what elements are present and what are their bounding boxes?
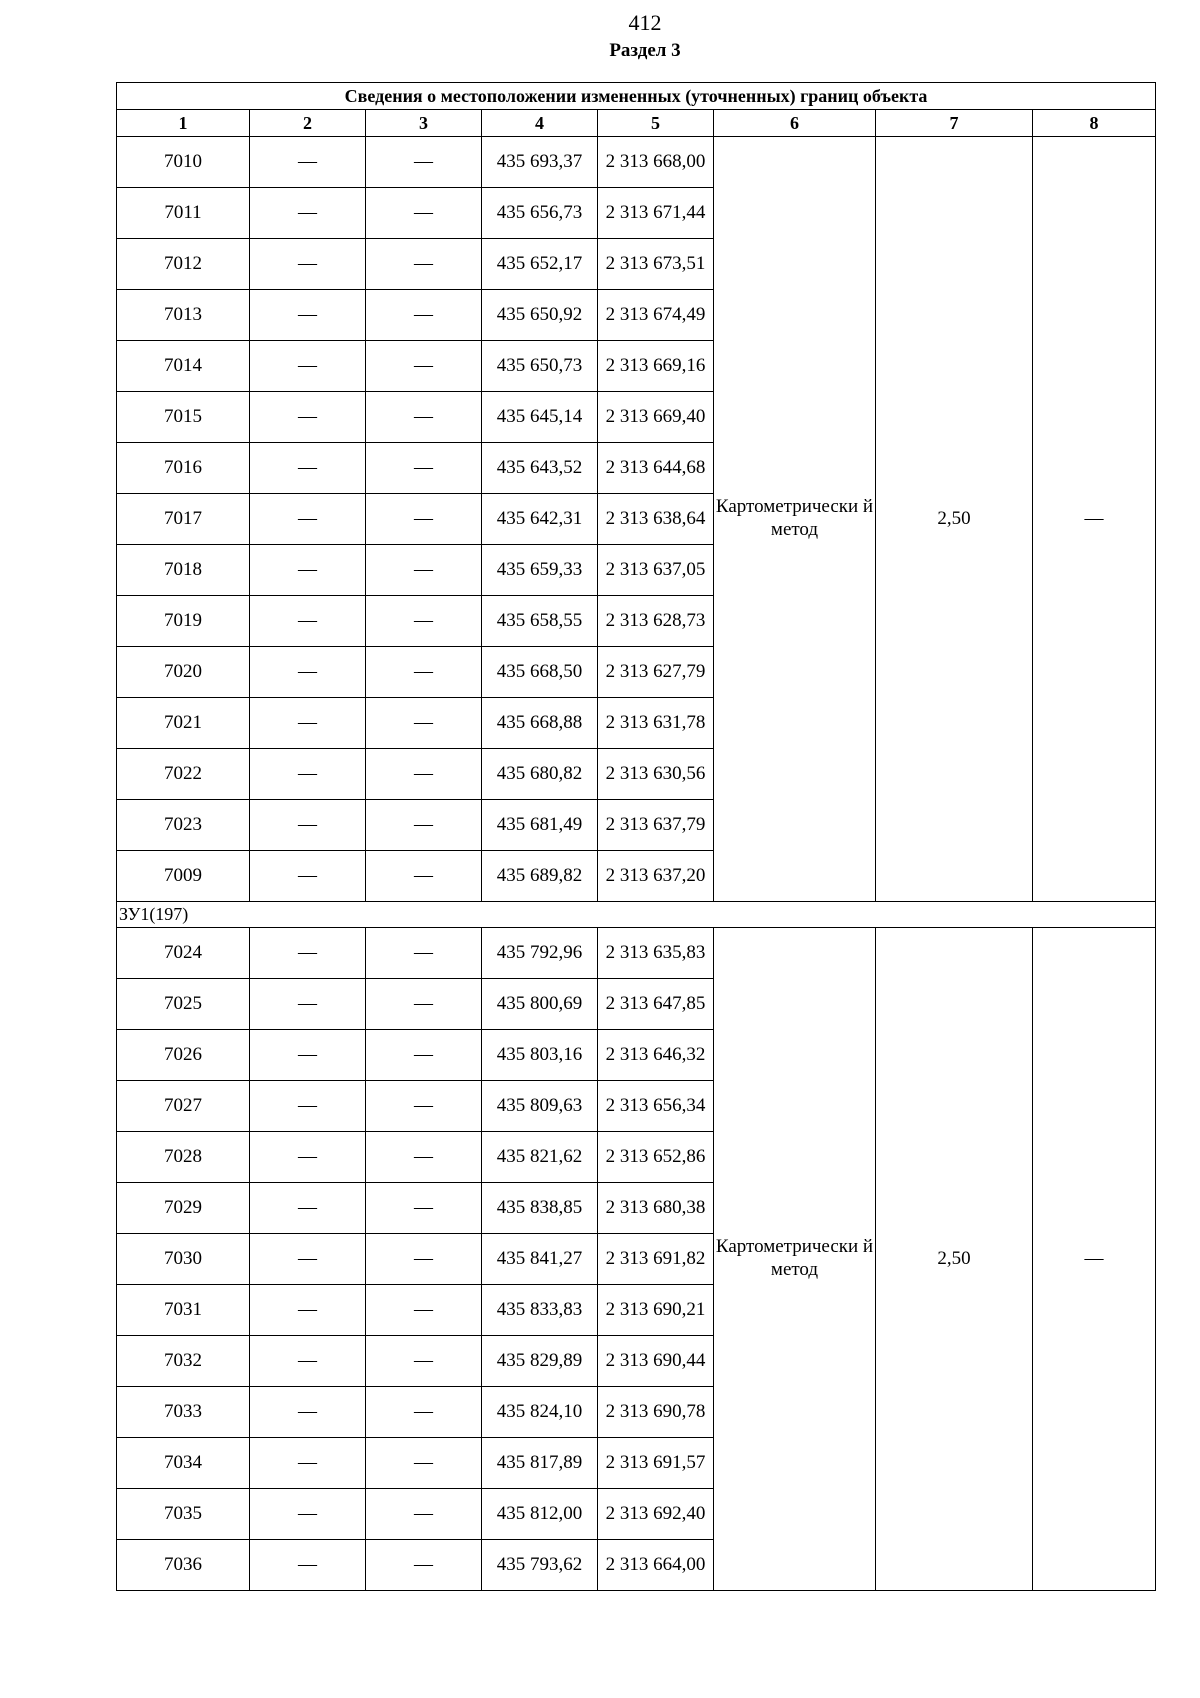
column-2-cell: — [250,392,366,443]
column-3-cell: — [366,1489,482,1540]
page-number: 412 [628,10,662,35]
column-3-cell: — [366,851,482,902]
column-2-cell: — [250,1081,366,1132]
x-coordinate-cell: 435 792,96 [482,928,598,979]
y-coordinate-cell: 2 313 668,00 [598,137,714,188]
x-coordinate-cell: 435 824,10 [482,1387,598,1438]
point-number-cell: 7029 [117,1183,250,1234]
point-number-cell: 7013 [117,290,250,341]
x-coordinate-cell: 435 650,92 [482,290,598,341]
table-body [117,137,1156,1591]
point-number-cell: 7022 [117,749,250,800]
column-3-cell: — [366,443,482,494]
y-coordinate-cell: 2 313 691,57 [598,1438,714,1489]
x-coordinate-cell: 435 658,55 [482,596,598,647]
y-coordinate-cell: 2 313 631,78 [598,698,714,749]
point-number-cell: 7023 [117,800,250,851]
column-2-cell: — [250,1234,366,1285]
boundary-coordinates-table [116,82,1156,1591]
point-number-cell: 7035 [117,1489,250,1540]
x-coordinate-cell: 435 652,17 [482,239,598,290]
x-coordinate-cell: 435 803,16 [482,1030,598,1081]
column-2-cell: — [250,647,366,698]
x-coordinate-cell: 435 645,14 [482,392,598,443]
column-2-cell: — [250,851,366,902]
column-3-cell: — [366,494,482,545]
column-number-8: 8 [1033,110,1156,137]
column-2-cell: — [250,749,366,800]
point-number-cell: 7033 [117,1387,250,1438]
group-row [117,902,1156,928]
point-number-cell: 7016 [117,443,250,494]
column-8-cell: — [1033,137,1156,902]
column-2-cell: — [250,290,366,341]
x-coordinate-cell: 435 812,00 [482,1489,598,1540]
table-row [117,137,1156,188]
y-coordinate-cell: 2 313 669,16 [598,341,714,392]
point-number-cell: 7026 [117,1030,250,1081]
point-number-cell: 7009 [117,851,250,902]
y-coordinate-cell: 2 313 637,20 [598,851,714,902]
x-coordinate-cell: 435 809,63 [482,1081,598,1132]
x-coordinate-cell: 435 833,83 [482,1285,598,1336]
y-coordinate-cell: 2 313 671,44 [598,188,714,239]
x-coordinate-cell: 435 680,82 [482,749,598,800]
point-number-cell: 7025 [117,979,250,1030]
column-2-cell: — [250,1438,366,1489]
column-2-cell: — [250,188,366,239]
column-3-cell: — [366,290,482,341]
accuracy-cell: 2,50 [876,928,1033,1591]
method-cell: Картометрически й метод [714,928,876,1591]
y-coordinate-cell: 2 313 644,68 [598,443,714,494]
y-coordinate-cell: 2 313 646,32 [598,1030,714,1081]
column-2-cell: — [250,545,366,596]
point-number-cell: 7032 [117,1336,250,1387]
column-2-cell: — [250,1132,366,1183]
column-2-cell: — [250,1540,366,1591]
point-number-cell: 7014 [117,341,250,392]
column-number-6: 6 [714,110,876,137]
column-3-cell: — [366,1234,482,1285]
y-coordinate-cell: 2 313 647,85 [598,979,714,1030]
y-coordinate-cell: 2 313 652,86 [598,1132,714,1183]
y-coordinate-cell: 2 313 656,34 [598,1081,714,1132]
column-3-cell: — [366,545,482,596]
column-3-cell: — [366,979,482,1030]
table-title-row [117,83,1156,110]
column-2-cell: — [250,137,366,188]
point-number-cell: 7024 [117,928,250,979]
column-2-cell: — [250,698,366,749]
column-3-cell: — [366,1183,482,1234]
column-number-2: 2 [250,110,366,137]
column-number-7: 7 [876,110,1033,137]
x-coordinate-cell: 435 800,69 [482,979,598,1030]
x-coordinate-cell: 435 793,62 [482,1540,598,1591]
x-coordinate-cell: 435 650,73 [482,341,598,392]
column-3-cell: — [366,1030,482,1081]
column-2-cell: — [250,443,366,494]
y-coordinate-cell: 2 313 691,82 [598,1234,714,1285]
column-number-1: 1 [117,110,250,137]
point-number-cell: 7030 [117,1234,250,1285]
x-coordinate-cell: 435 821,62 [482,1132,598,1183]
point-number-cell: 7028 [117,1132,250,1183]
column-8-cell: — [1033,928,1156,1591]
column-3-cell: — [366,596,482,647]
column-2-cell: — [250,1336,366,1387]
x-coordinate-cell: 435 841,27 [482,1234,598,1285]
x-coordinate-cell: 435 668,88 [482,698,598,749]
point-number-cell: 7021 [117,698,250,749]
column-3-cell: — [366,1387,482,1438]
column-3-cell: — [366,188,482,239]
y-coordinate-cell: 2 313 635,83 [598,928,714,979]
y-coordinate-cell: 2 313 627,79 [598,647,714,698]
method-cell: Картометрически й метод [714,137,876,902]
point-number-cell: 7017 [117,494,250,545]
point-number-cell: 7011 [117,188,250,239]
y-coordinate-cell: 2 313 637,05 [598,545,714,596]
point-number-cell: 7027 [117,1081,250,1132]
point-number-cell: 7034 [117,1438,250,1489]
column-number-5: 5 [598,110,714,137]
y-coordinate-cell: 2 313 673,51 [598,239,714,290]
column-2-cell: — [250,800,366,851]
y-coordinate-cell: 2 313 674,49 [598,290,714,341]
x-coordinate-cell: 435 693,37 [482,137,598,188]
point-number-cell: 7031 [117,1285,250,1336]
column-2-cell: — [250,239,366,290]
accuracy-cell: 2,50 [876,137,1033,902]
column-2-cell: — [250,596,366,647]
column-3-cell: — [366,341,482,392]
x-coordinate-cell: 435 642,31 [482,494,598,545]
y-coordinate-cell: 2 313 628,73 [598,596,714,647]
section-title: Раздел 3 [609,40,681,61]
column-2-cell: — [250,341,366,392]
x-coordinate-cell: 435 838,85 [482,1183,598,1234]
column-2-cell: — [250,928,366,979]
x-coordinate-cell: 435 817,89 [482,1438,598,1489]
point-number-cell: 7010 [117,137,250,188]
y-coordinate-cell: 2 313 690,44 [598,1336,714,1387]
table-row [117,928,1156,979]
point-number-cell: 7018 [117,545,250,596]
y-coordinate-cell: 2 313 680,38 [598,1183,714,1234]
column-2-cell: — [250,1030,366,1081]
column-3-cell: — [366,698,482,749]
column-number-4: 4 [482,110,598,137]
y-coordinate-cell: 2 313 690,78 [598,1387,714,1438]
y-coordinate-cell: 2 313 692,40 [598,1489,714,1540]
y-coordinate-cell: 2 313 630,56 [598,749,714,800]
point-number-cell: 7019 [117,596,250,647]
column-number-3: 3 [366,110,482,137]
column-3-cell: — [366,1285,482,1336]
x-coordinate-cell: 435 659,33 [482,545,598,596]
y-coordinate-cell: 2 313 669,40 [598,392,714,443]
column-3-cell: — [366,1336,482,1387]
column-2-cell: — [250,979,366,1030]
column-2-cell: — [250,1489,366,1540]
column-2-cell: — [250,1387,366,1438]
column-3-cell: — [366,928,482,979]
column-3-cell: — [366,1438,482,1489]
x-coordinate-cell: 435 643,52 [482,443,598,494]
column-2-cell: — [250,1285,366,1336]
column-3-cell: — [366,1540,482,1591]
x-coordinate-cell: 435 689,82 [482,851,598,902]
column-3-cell: — [366,1081,482,1132]
column-3-cell: — [366,239,482,290]
column-numbers-row [117,110,1156,137]
group-label: ЗУ1(197) [117,902,1156,928]
point-number-cell: 7012 [117,239,250,290]
table-title: Сведения о местоположении измененных (уточненных) границ объекта [117,83,1156,110]
point-number-cell: 7015 [117,392,250,443]
column-3-cell: — [366,137,482,188]
point-number-cell: 7036 [117,1540,250,1591]
x-coordinate-cell: 435 656,73 [482,188,598,239]
y-coordinate-cell: 2 313 664,00 [598,1540,714,1591]
y-coordinate-cell: 2 313 638,64 [598,494,714,545]
column-2-cell: — [250,1183,366,1234]
point-number-cell: 7020 [117,647,250,698]
column-3-cell: — [366,800,482,851]
column-2-cell: — [250,494,366,545]
y-coordinate-cell: 2 313 637,79 [598,800,714,851]
x-coordinate-cell: 435 668,50 [482,647,598,698]
y-coordinate-cell: 2 313 690,21 [598,1285,714,1336]
column-3-cell: — [366,749,482,800]
column-3-cell: — [366,392,482,443]
x-coordinate-cell: 435 681,49 [482,800,598,851]
column-3-cell: — [366,647,482,698]
column-3-cell: — [366,1132,482,1183]
x-coordinate-cell: 435 829,89 [482,1336,598,1387]
